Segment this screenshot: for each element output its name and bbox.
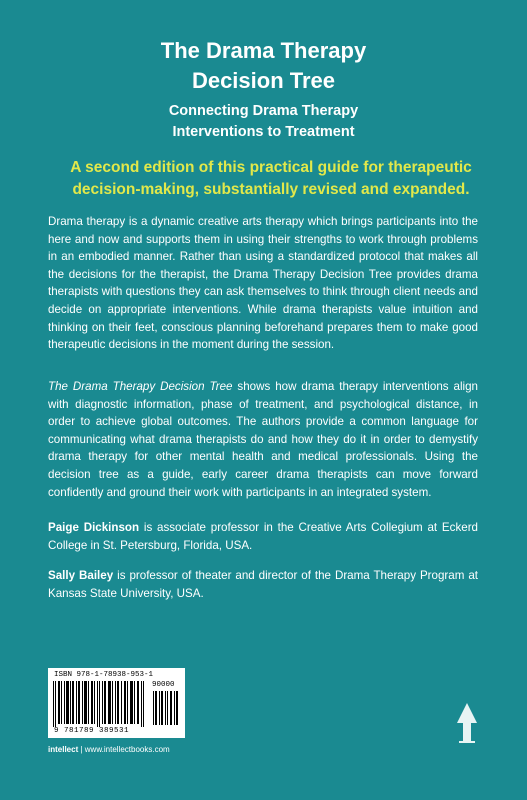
book-subtitle <box>0 101 527 143</box>
barcode-panel <box>48 668 185 738</box>
intellect-logo-icon <box>455 703 479 743</box>
price-code: 90000 <box>152 681 175 689</box>
publisher-url: www.intellectbooks.com <box>84 745 170 754</box>
publisher-name: intellect <box>48 745 79 754</box>
author-bio-1 <box>48 519 478 554</box>
subtitle-line-1: Connecting Drama Therapy <box>168 103 359 119</box>
isbn-label: ISBN 978-1-78938-953-1 <box>54 671 154 679</box>
tagline: A second edition of this practical guide for therapeutic decision-making, substantially revised and expanded. <box>70 159 472 198</box>
description-paragraph-2 <box>48 378 478 501</box>
author-bio-2 <box>48 567 478 602</box>
footer-separator: | <box>78 745 85 754</box>
author-2-name: Sally Bailey <box>48 569 114 582</box>
book-title-italic: The Drama Therapy Decision Tree <box>48 380 233 393</box>
publisher-footer <box>48 745 170 754</box>
title-line-1: The Drama Therapy <box>160 38 367 63</box>
addon-barcode <box>152 691 180 725</box>
author-1-name: Paige Dickinson <box>48 521 140 534</box>
subtitle-line-2: Interventions to Treatment <box>172 124 355 140</box>
barcode-number: 9 781789 389531 <box>54 727 130 735</box>
description-paragraph-1: Drama therapy is a dynamic creative arts therapy which brings participants into the here and now and supports them in using their strengths to work through problems in an embodied manner. Rather than using a standardized protocol that makes all the decisions for the therapist, the Drama Therapy Decision Tree provides drama therapists with questions they can ask themselves to think through client needs and decide on appropriate interventions. While drama therapists value intuition and thinking on their feet, conscious planning beforehand prepares them to make good therapeutic decisions in the moment during the session. <box>48 215 478 352</box>
ean-barcode <box>51 681 147 727</box>
title-line-2: Decision Tree <box>191 68 336 93</box>
paragraph-2-text: shows how drama therapy interventions align with diagnostic information, phase of treatment, and psychological distance, in order to achieve global outcomes. The authors provide a common language for communicating what drama therapists do and how they do it in order to demystify drama therapy for other mental health and medical professionals. Using the decision tree as a guide, early career drama therapists can move forward confidently and ground their work with participants in an integrated system. <box>48 380 478 499</box>
author-2-bio-text: is professor of theater and director of the Drama Therapy Program at Kansas State University, USA. <box>48 569 479 600</box>
book-title <box>0 36 527 96</box>
author-1-bio-text: is associate professor in the Creative Arts Collegium at Eckerd College in St. Petersburg, Florida, USA. <box>48 521 478 552</box>
